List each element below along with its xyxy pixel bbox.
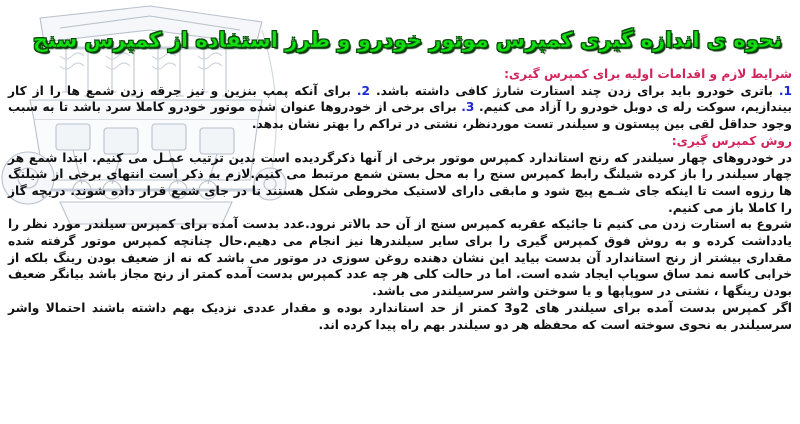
precondition-item: باتری خودرو باید برای زدن چند استارت شارژ کافی داشته باشد. bbox=[375, 83, 773, 98]
item-number: 2. bbox=[356, 83, 371, 98]
section-heading-method: روش کمپرس گیری: bbox=[671, 133, 792, 148]
preconditions-paragraph bbox=[8, 83, 792, 133]
precondition-item: برای آنکه پمپ بنزین و نیز جرقه زدن شمع ها را از کار بیندازیم، سوکت رله ی دوبل خودرو را آزاد می کنیم. bbox=[8, 83, 792, 115]
method-paragraph: در خودروهای چهار سیلندر که رنج استاندارد کمپرس موتور برخی از آنها ذکرگردیده است بدین ترتیب عمـل می کنیم. ابتدا شمع هر چهار سیلندر را باز کرده شیلنگ رابط کمپرس سنج را به محل بستن شمع مرتبط می کنیم.لازم به ذکر است انتهای برخی از شیلنگ ها رزوه است تا اینکه جای شـمع پیچ شود و مابقی دارای لاستیک مخروطی شکل هستند تا در جای شمع قرار داده شوند. دریچه گاز را کاملا باز می کنیم. bbox=[8, 150, 792, 215]
section-heading-preconditions: شرایط لازم و اقدامات اولیه برای کمپرس گیری: bbox=[504, 67, 792, 81]
item-number: 1. bbox=[778, 83, 792, 98]
article-body bbox=[8, 66, 792, 333]
item-number: 3. bbox=[461, 100, 475, 115]
page-title: نحوه ی اندازه گیری کمپرس موتور خودرو و طرز استفاده از کمپرس سنج bbox=[32, 28, 782, 52]
precondition-item: برای برخی از خودروها عنوان شده موتور خودرو کاملا سرد باشد تا به سبب وجود حداقل لقی بین پیستون و سیلندر تست موردنظر، نشتی در تراکم را بهتر نشان بدهد. bbox=[8, 100, 792, 132]
conclusion-paragraph: اگر کمپرس بدست آمده برای سیلندر های 2و3 کمتر از حد استاندارد بوده و مقدار عددی نزدیک بهم داشته باشند احتمالا واشر سرسیلندر به نحوی سوخته است که محفظه هر دو سیلندر بهم راه پیدا کرده اند. bbox=[8, 300, 792, 332]
results-paragraph: شروع به استارت زدن می کنیم تا جائیکه عقربه کمپرس سنج از آن حد بالاتر نرود.عدد بدست آمده برای کمپرس سیلندر مورد نظر را یادداشت کرده و به روش فوق کمپرس گیری را برای سایر سیلندرها نیز انجام می دهیم.حال چنانچه کمپرس موتور گرفته شده مقداری بیشتر از رنج استاندارد آن بدست بیاید این نشان دهنده روغن سوزی در موتور می باشد که نه از ضعیف بودن رینگ بلکه از خرابی کاسه نمد ساق سوپاپ ایجاد شده است. اما در حالت کلی هر چه عدد کمپرس بدست آمده کمتر از رنج مجاز باشد بیانگر ضعیف بودن رینگها ، نشتی در سوپاپها و یا سوختن واشر سرسیلندر می باشد. bbox=[8, 217, 792, 299]
